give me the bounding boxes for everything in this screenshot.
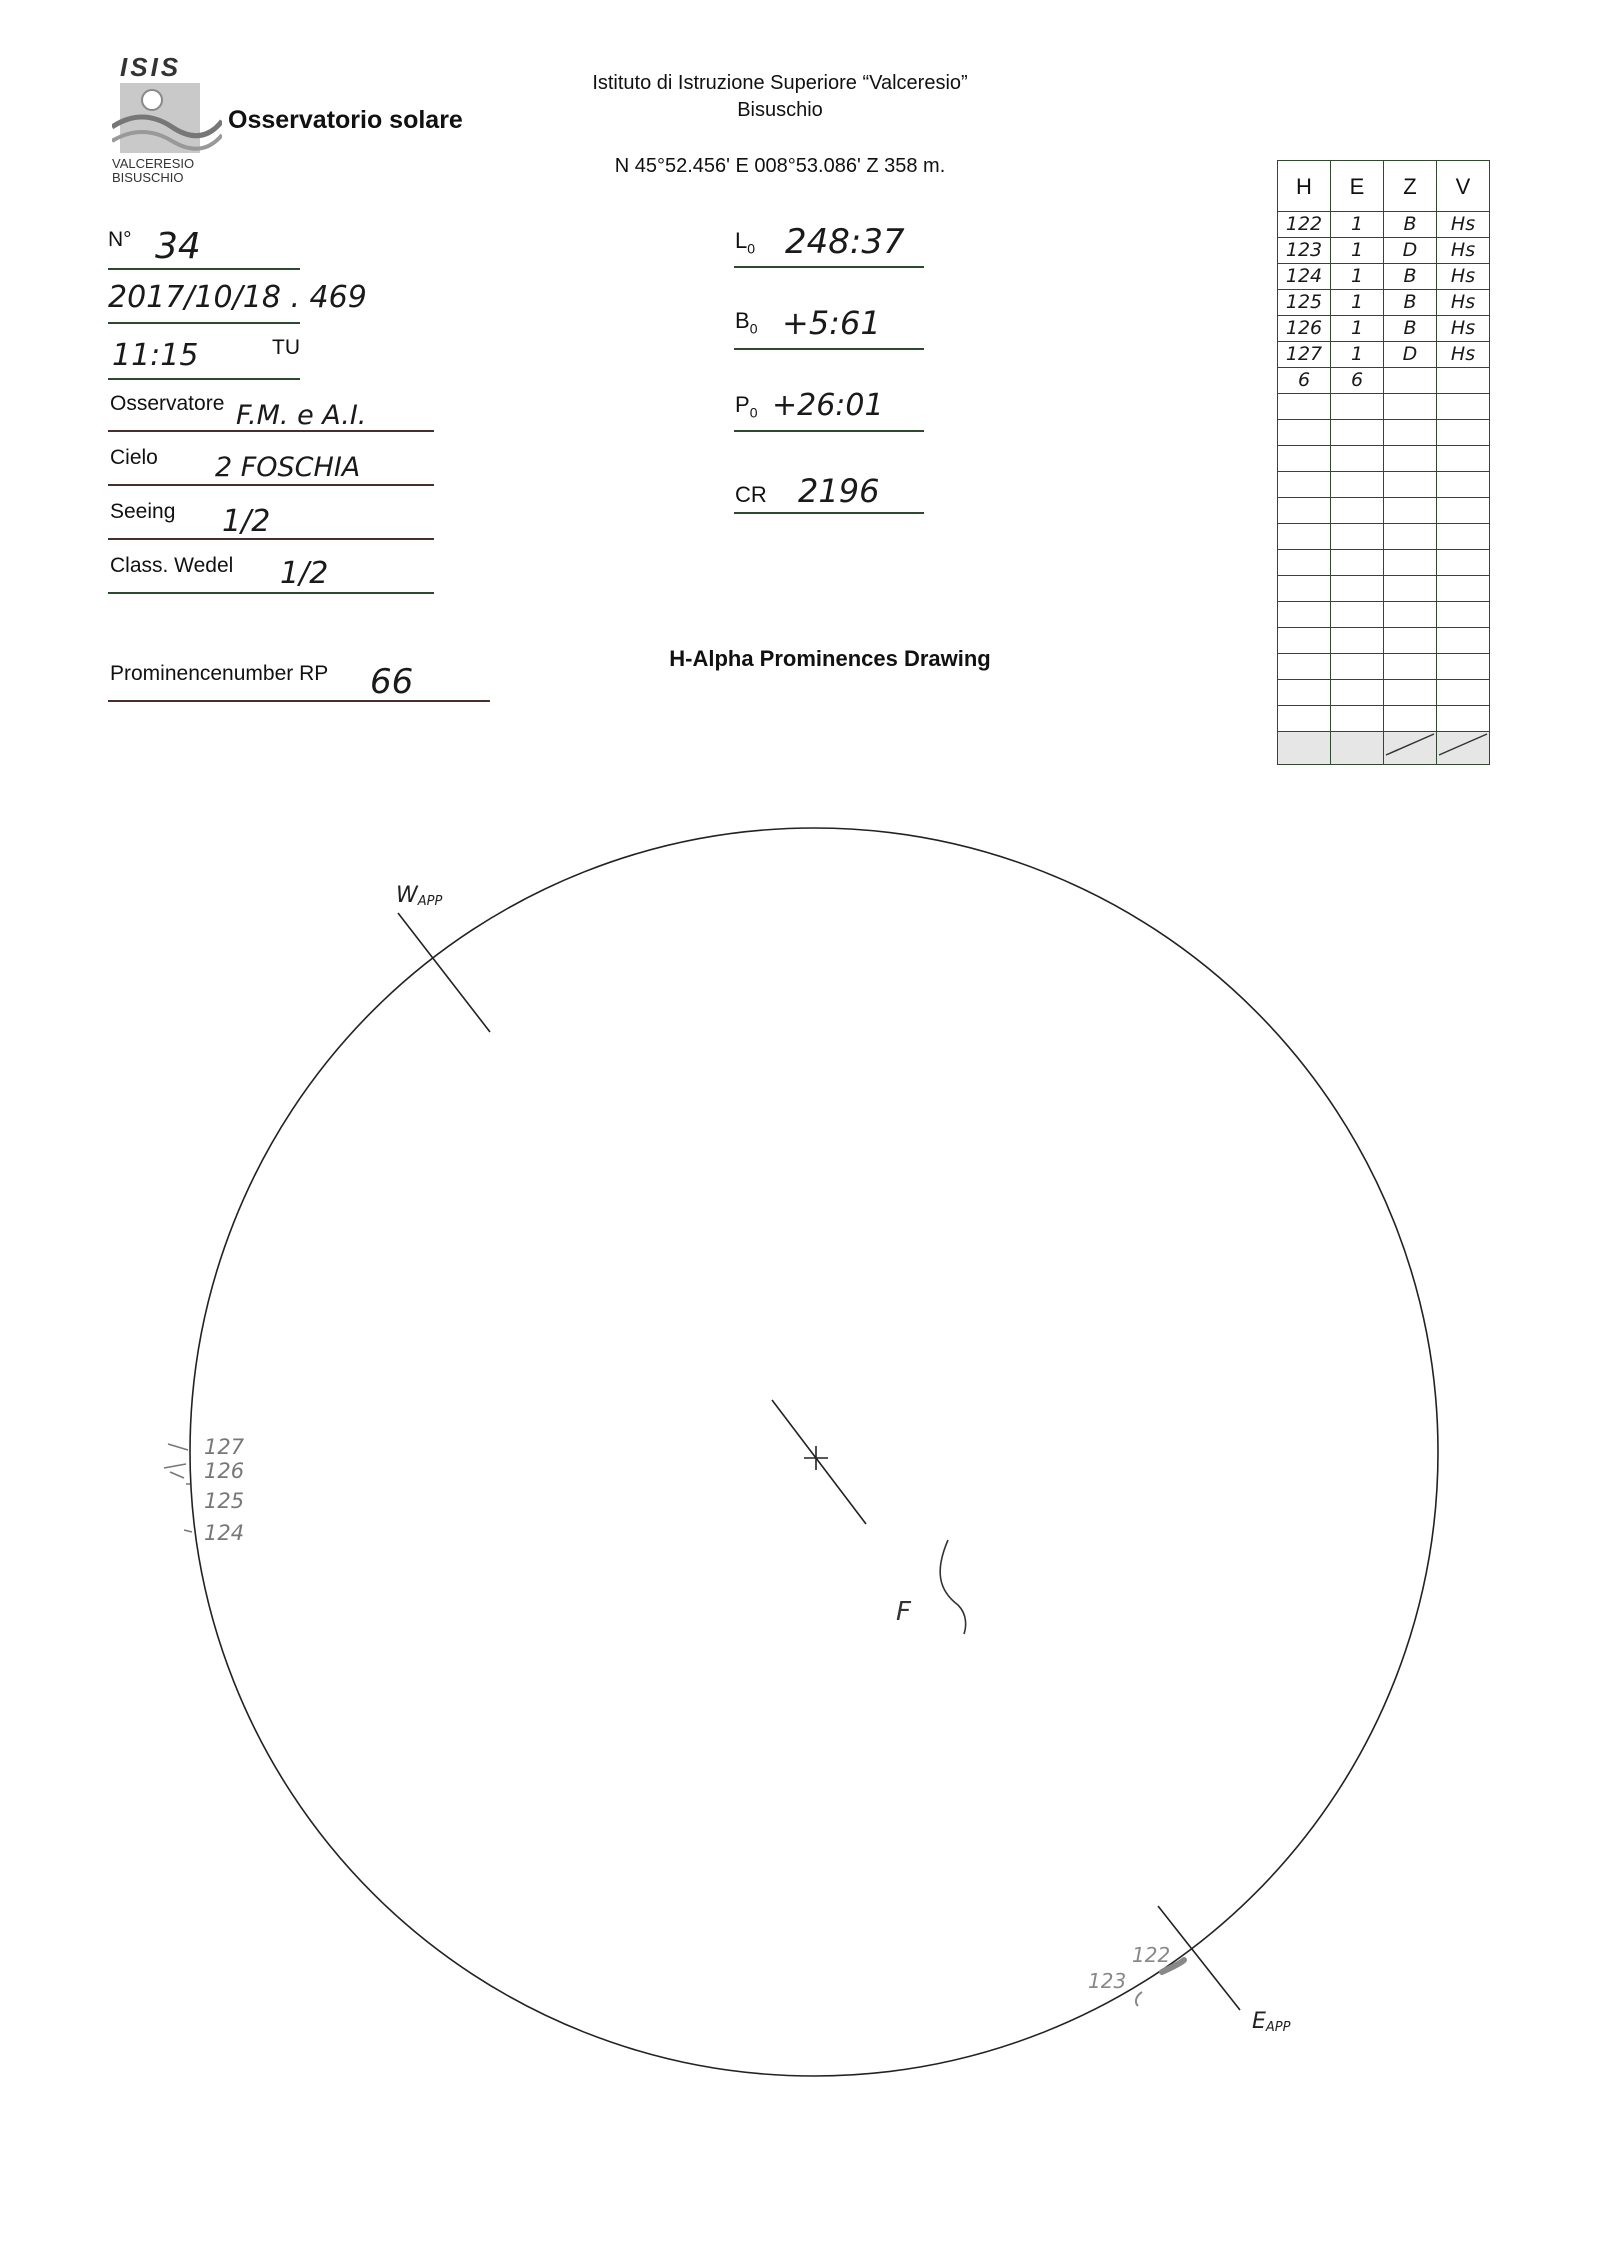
prominence-marks [1136,1992,1142,2006]
prominence-label: 122 [1132,1943,1171,1967]
observer-label: Osservatore [110,392,225,415]
table-cell: B [1384,290,1437,316]
prominence-label: 127 [204,1435,245,1459]
table-cell: 126 [1278,316,1331,342]
prominence-number-value: 66 [370,662,414,702]
p0-value: +26:01 [772,388,884,423]
table-cell: Hs [1437,264,1490,290]
logo-subtitle: VALCERESIO [112,156,195,171]
seeing-value: 1/2 [222,504,271,539]
table-cell: Hs [1437,238,1490,264]
b0-value: +5:61 [782,304,881,342]
l0-value: 248:37 [785,222,905,262]
table-cell: 124 [1278,264,1331,290]
table-cell: B [1384,264,1437,290]
table-cell: B [1384,212,1437,238]
l0-label: $L_0$ [735,228,756,257]
table-cell: B [1384,316,1437,342]
p0-label: $P_0$ [735,392,758,421]
logo-wordmark: ISIS [120,52,182,82]
table-cell: Hs [1437,316,1490,342]
observer-value: F.M. e A.I. [236,400,367,431]
prominence-marks [164,1444,192,1532]
drawing-title: H-Alpha Prominences Drawing [669,646,991,671]
solar-disk-outline [190,828,1438,2076]
institute-name: Istituto di Istruzione Superiore “Valceresio” [592,72,968,94]
table-cell: 1 [1331,316,1384,342]
number-value: 34 [155,226,201,267]
prominence-label: 123 [1088,1969,1127,1993]
table-cell: 1 [1331,264,1384,290]
prominence-number-label: Prominencenumber RP [110,662,329,685]
institute-city: Bisuschio [737,99,823,121]
time-unit: TU [272,336,300,359]
east-axis-label: EAPP [1252,2009,1291,2035]
cr-value: 2196 [798,472,880,510]
table-header-v: V [1437,161,1490,212]
time-value: 11:15 [112,338,199,373]
sky-label: Cielo [110,446,158,469]
central-axis-line [772,1400,866,1524]
observatory-coordinates: N 45°52.456' E 008°53.086' Z 358 m. [614,155,946,177]
wedel-value: 1/2 [280,556,329,591]
table-cell: 1 [1331,212,1384,238]
table-cell: 123 [1278,238,1331,264]
logo-subtitle: BISUSCHIO [112,170,184,185]
observatory-title: Osservatorio solare [228,106,463,134]
table-header-e: E [1331,161,1384,212]
table-cell: 127 [1278,342,1331,368]
prominence-label: 125 [204,1489,245,1513]
filament-drawing [940,1540,965,1634]
table-cell: 122 [1278,212,1331,238]
west-axis-line [398,913,490,1032]
table-cell: 1 [1331,238,1384,264]
seeing-label: Seeing [110,500,176,523]
table-cell: Hs [1437,290,1490,316]
table-total-h: 6 [1278,368,1331,394]
table-cell: Hs [1437,212,1490,238]
filament-label: F [896,1597,911,1627]
table-cell: D [1384,342,1437,368]
table-cell: Hs [1437,342,1490,368]
prominence-label: 126 [204,1459,245,1483]
table-cell: 1 [1331,290,1384,316]
number-label: N° [108,228,132,251]
prominence-label: 124 [204,1521,245,1545]
table-total-e: 6 [1331,368,1384,394]
table-header-h: H [1278,161,1331,212]
sky-value: 2 FOSCHIA [215,452,361,483]
west-axis-label: WAPP [396,883,443,909]
b0-label: $B_0$ [735,308,758,337]
table-cell: 125 [1278,290,1331,316]
table-cell: D [1384,238,1437,264]
east-axis-line [1158,1906,1240,2010]
wedel-label: Class. Wedel [110,554,234,577]
cr-label: CR [735,482,767,507]
date-value: 2017/10/18 . 469 [108,280,367,315]
table-header-z: Z [1384,161,1437,212]
table-cell: 1 [1331,342,1384,368]
